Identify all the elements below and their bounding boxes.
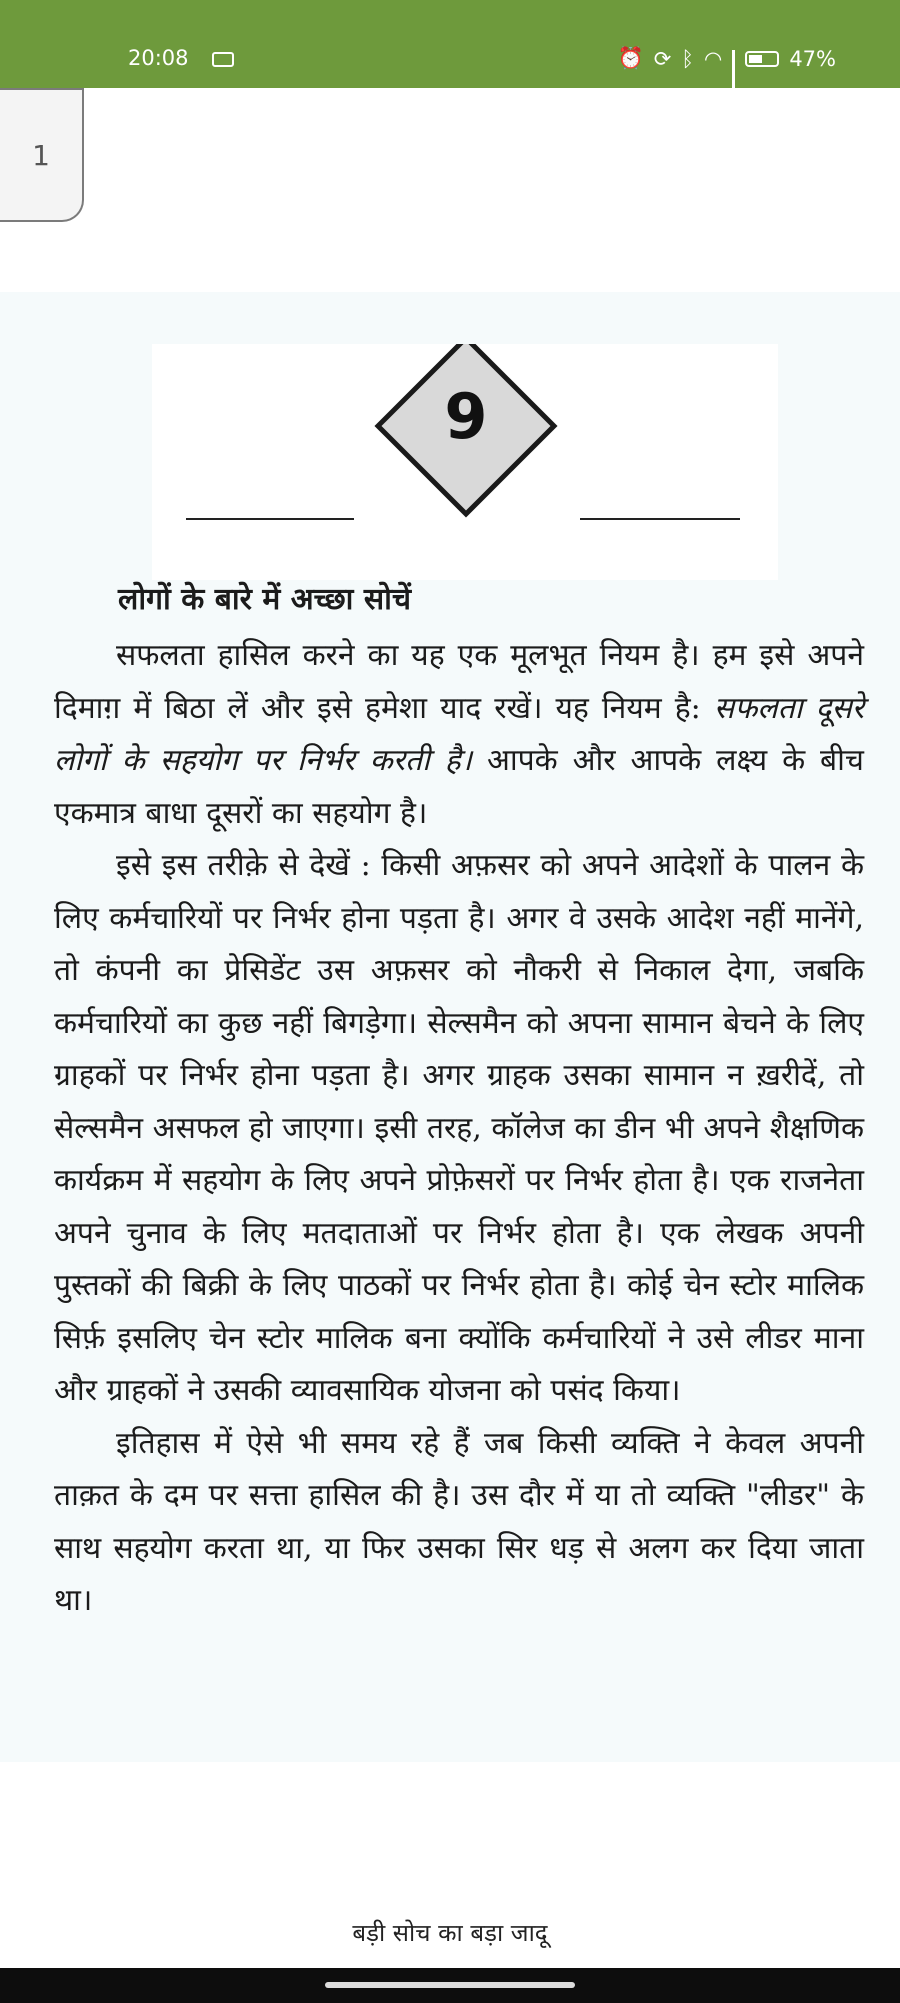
chapter-number: 9 [444,380,488,453]
home-gesture-handle[interactable] [325,1982,575,1988]
paragraph [54,630,864,840]
battery-percent: 47% [789,46,836,71]
navigation-bar [0,1968,900,2003]
status-icons [618,46,836,71]
battery-icon [745,51,779,67]
signal-icon [732,50,735,68]
bluetooth-icon: ᛒ [681,46,694,71]
running-footer: बड़ी सोच का बड़ा जादू [352,1919,548,1947]
status-time: 20:08 [128,46,189,70]
paragraph-text: सफलता हासिल करने का यह एक मूलभूत नियम है। हम इसे अपने दिमाग़ में बिठा लें और इसे हमेशा याद रखें। यह नियम है: [54,638,864,726]
sync-icon: ⟳ [653,46,672,71]
status-bar [0,0,900,88]
alarm-icon: ⏰ [617,46,644,70]
emphasized-rule: सफलता दूसरे लोगों के सहयोग पर निर्भर करती है। [54,690,865,778]
chapter-text [54,630,864,1628]
message-icon [212,52,234,67]
chapter-title: लोगों के बारे में अच्छा सोचें [118,582,412,617]
paragraph: इतिहास में ऐसे भी समय रहे हैं जब किसी व्यक्ति ने केवल अपनी ताक़त के दम पर सत्ता हासिल की है। उस दौर में या तो व्यक्ति "लीडर" के साथ सहयोग करता था, या फिर उसका सिर धड़ से अलग कर दिया जाता था। [54,1425,864,1618]
wifi-icon: ◠ [703,46,723,71]
page-indicator[interactable] [0,88,84,222]
page-number: 1 [32,138,50,172]
paragraph-text: आपके और आपके लक्ष्य के बीच एकमात्र बाधा दूसरों का सहयोग है। [54,743,864,831]
paragraph: इसे इस तरीक़े से देखें : किसी अफ़सर को अपने आदेशों के पालन के लिए कर्मचारियों पर निर्भर होना पड़ता है। अगर वे उसके आदेश नहीं मानेंगे, तो कंपनी का प्रेसिडेंट उस अफ़सर को नौकरी से निकाल देगा, जबकि कर्मचारियों का कुछ नहीं बिगड़ेगा। सेल्समैन को अपना सामान बेचने के लिए ग्राहकों पर निर्भर होना पड़ता है। अगर ग्राहक उसका सामान न ख़रीदें, तो सेल्समैन असफल हो जाएगा। इसी तरह, कॉलेज का डीन भी अपने शैक्षणिक कार्यक्रम में सहयोग के लिए अपने प्रोफ़ेसरों पर निर्भर होता है। एक राजनेता अपने चुनाव के लिए मतदाताओं पर निर्भर होता है। एक लेखक अपनी पुस्तकों की बिक्री के लिए पाठकों पर निर्भर होता है। कोई चेन स्टोर मालिक सिर्फ़ इसलिए चेन स्टोर मालिक बना क्योंकि कर्मचारियों ने उसे लीडर माना और ग्राहकों ने उसकी व्यावसायिक योजना को पसंद किया। [54,848,864,1408]
